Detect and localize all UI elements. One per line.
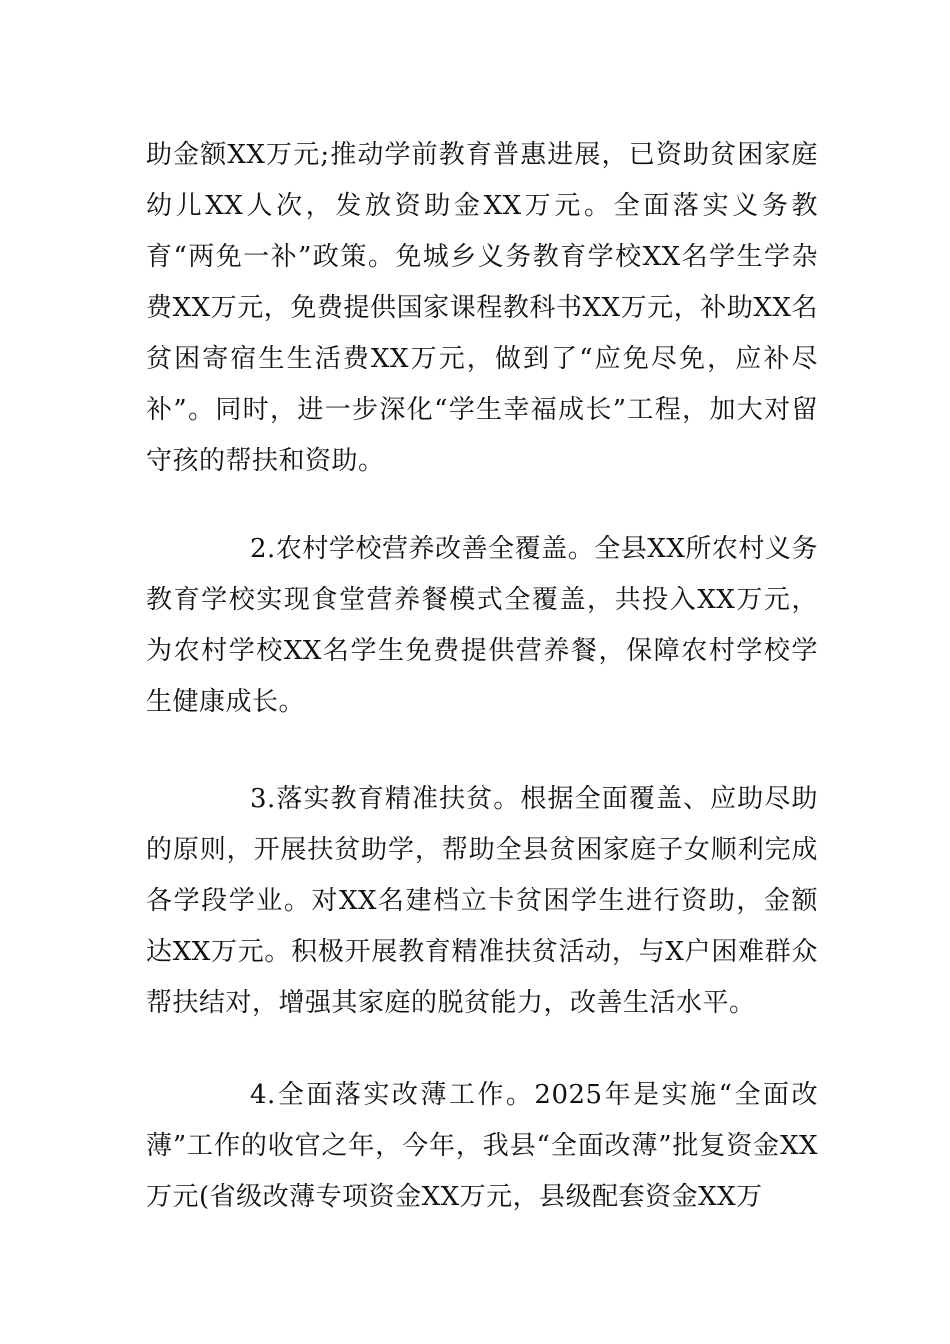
paragraph-nutrition: 2.农村学校营养改善全覆盖。全县XX所农村义务教育学校实现食堂营养餐模式全覆盖，共投入XX万元，为农村学校XX名学生免费提供营养餐，保障农村学校学生健康成长。: [146, 534, 818, 717]
paragraph-funding-continuation: 助金额XX万元;推动学前教育普惠进展，已资助贫困家庭幼儿XX人次，发放资助金XX万元。全面落实义务教育“两免一补”政策。免城乡义务教育学校XX名学生学杂费XX万元，免费提供国家课程教科书XX万元，补助XX名贫困寄宿生生活费XX万元，做到了“应免尽免，应补尽补”。同时，进一步深化“学生幸福成长”工程，加大对留守孩的帮扶和资助。: [146, 140, 818, 476]
paragraph-poverty-alleviation: 3.落实教育精准扶贫。根据全面覆盖、应助尽助的原则，开展扶贫助学，帮助全县贫困家庭子女顺利完成各学段学业。对XX名建档立卡贫困学生进行资助，金额达XX万元。积极开展教育精准扶贫活动，与X户困难群众帮扶结对，增强其家庭的脱贫能力，改善生活水平。: [146, 784, 818, 1018]
paragraph-school-improvement: 4.全面落实改薄工作。2025年是实施“全面改薄”工作的收官之年，今年，我县“全面改薄”批复资金XX万元(省级改薄专项资金XX万元，县级配套资金XX万: [146, 1080, 818, 1212]
